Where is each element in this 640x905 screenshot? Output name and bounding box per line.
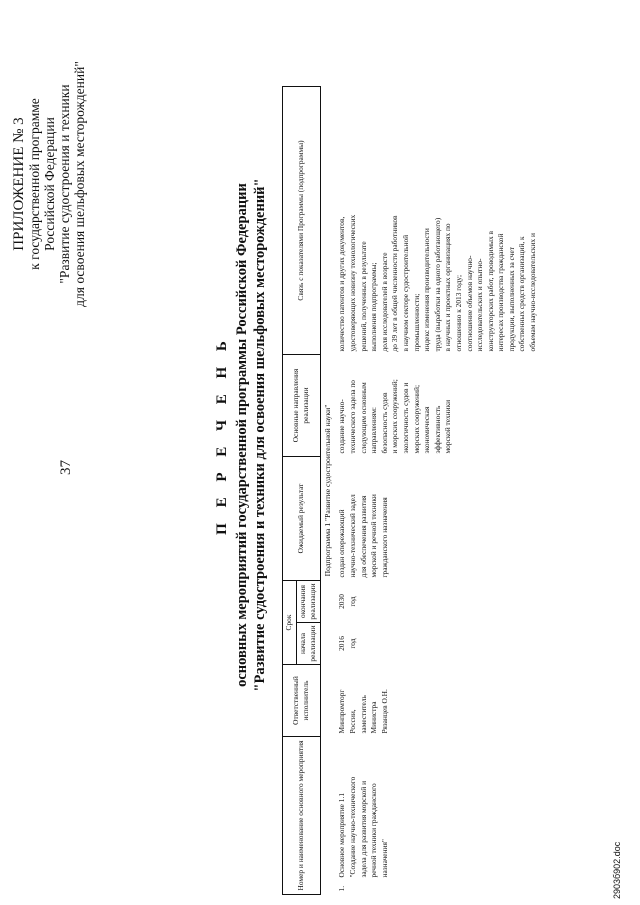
appendix-block — [12, 34, 87, 334]
text-line: экономическая — [422, 406, 432, 454]
text-line: исследовательских и опытно- — [475, 258, 485, 352]
text-line: создание научно- — [337, 399, 347, 454]
activities-table — [282, 86, 539, 895]
appendix-line: к государственной программе — [27, 98, 42, 270]
text-line: заместитель — [358, 695, 368, 734]
text-line: морской техники — [443, 399, 453, 454]
text-line: задела для развития морской и — [358, 780, 368, 878]
text-line: удостоверяющих новизну технологических — [347, 214, 357, 352]
header-expected-result: Ожидаемый результат — [283, 457, 321, 581]
table-header-row — [283, 87, 297, 895]
appendix-line: Российской Федерации — [42, 117, 57, 251]
activity-name — [337, 746, 390, 878]
header-term-end: окончания реализации — [296, 581, 320, 623]
text-line: год — [347, 596, 357, 607]
text-line: создан опережающий — [337, 509, 347, 578]
title-perechen: П Е Р Е Ч Е Н Ь — [214, 335, 230, 535]
text-line: морских сооружений; — [411, 384, 421, 454]
text-line: год — [347, 638, 357, 649]
document-id: 2903б902.doc — [612, 841, 622, 899]
table-row — [335, 87, 538, 895]
cell-link-indicators — [335, 87, 538, 355]
text-line: отношению к 2013 году; — [453, 274, 463, 352]
text-line: России, — [347, 709, 357, 734]
appendix-line: для освоения шельфовых месторождений" — [72, 61, 87, 307]
cell-expected-result — [335, 457, 538, 581]
text-line: технического задела по — [347, 380, 357, 454]
cell-directions — [335, 355, 538, 457]
text-line: и морских сооружений; — [390, 379, 400, 454]
header-directions: Основные направления реализации — [283, 355, 321, 457]
text-line: конструкторских работ, проводимых в — [485, 230, 495, 352]
text-line: Рязанцев О.Н. — [379, 689, 389, 734]
text-line: в научном секторе судостроительной — [400, 234, 410, 352]
header-number-name: Номер и наименование основного мероприятия — [283, 737, 321, 895]
text-line: труда (выработки на одного работающего) — [432, 217, 442, 352]
text-line: направлениям: — [369, 407, 379, 454]
text-line: 2016 — [337, 636, 347, 651]
text-line: гражданского назначения — [379, 497, 389, 578]
text-line: интересах производства гражданской — [496, 233, 506, 352]
subprogram-row — [320, 87, 335, 895]
header-term-start: начала реализации — [296, 623, 320, 665]
text-line: объемам научно-исследовательских и — [528, 233, 538, 352]
text-line: назначения" — [379, 839, 389, 878]
header-executor: Ответственный исполнитель — [283, 665, 321, 737]
subprogram-title: Подпрограмма 1 "Развитие судостроительной науки" — [322, 404, 332, 577]
text-line: следующим основным — [358, 382, 368, 454]
header-term: Срок — [283, 581, 297, 665]
title-subtitle: основных мероприятий государственной программы Российской Федерации — [234, 183, 250, 687]
cell-term-end — [335, 581, 538, 623]
text-line: научно-технический задел — [347, 494, 357, 578]
page-number: 37 — [58, 460, 74, 475]
text-line: количество патентов и других документов, — [337, 216, 347, 352]
text-line: Основное мероприятие 1.1 — [337, 792, 347, 878]
header-link-indicators: Связь с показателями Программы (подпрограммы) — [283, 87, 321, 355]
cell-term-start — [335, 623, 538, 665]
text-line: Минпромторг — [337, 689, 347, 734]
cell-number-name — [335, 737, 538, 895]
text-line: экологичность судов и — [400, 382, 410, 454]
text-line: промышленности; — [411, 293, 421, 352]
text-line: соотношение объемов научно- — [464, 255, 474, 352]
text-line: выполнения подпрограммы; — [369, 262, 379, 352]
text-line: решений, полученных в результате — [358, 241, 368, 352]
cell-executor — [335, 665, 538, 737]
row-index: 1. — [337, 885, 347, 892]
text-line: продукции, выполненных за счет — [506, 247, 516, 352]
text-line: индекс изменения производительности — [422, 228, 432, 352]
text-line: для обеспечения развития — [358, 495, 368, 578]
title-program-name: "Развитие судостроения и техники для освоения шельфовых месторождений" — [252, 178, 268, 692]
text-line: морской и речной техники — [369, 494, 379, 578]
text-line: "Создание научно-технического — [347, 776, 357, 878]
appendix-heading: ПРИЛОЖЕНИЕ № 3 — [11, 117, 27, 251]
text-line: доля исследователей в возрасте — [379, 252, 389, 352]
text-line: собственных средств организаций, к — [517, 236, 527, 352]
text-line: до 39 лет в общей численности работников — [390, 215, 400, 352]
text-line: эффективность — [432, 405, 442, 454]
appendix-line: "Развитие судостроения и техники — [57, 84, 72, 284]
text-line: Министра — [369, 701, 379, 734]
document-title — [214, 25, 269, 845]
text-line: в научных и проектных организациях по — [443, 223, 453, 352]
text-line: речной техники гражданского — [369, 783, 379, 878]
text-line: 2030 — [337, 594, 347, 609]
text-line: безопасность судов — [379, 392, 389, 454]
